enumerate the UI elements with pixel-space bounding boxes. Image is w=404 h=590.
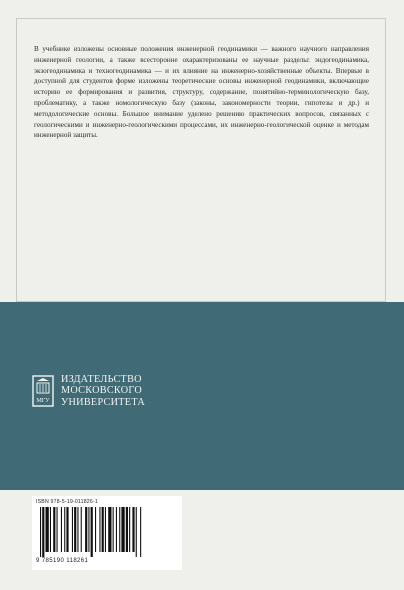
publisher-name xyxy=(61,374,145,408)
barcode-icon xyxy=(38,507,176,557)
logo-letters: МГУ xyxy=(36,398,50,404)
annotation-text: В учебнике изложены основные положения инженерной геодинамики — важного научного направления инженерной геологии, а также всесторонне охарактеризованы ее научные разделы: эндогеодинамика, экзогеодинамика и техногеодинамика — и их влияние на инженерно-хозяйственные объекты. Впервые в доступной для студентов форме изложены теоретические основы инженерной геодинамики, включающие историю ее формирования и развития, структуру, содержание, понятийно-терминологическую базу, проблематику, а также номологическую базу (законы, закономерности теории, гипотезы и др.) и методологические основы. Большое внимание уделено решению практических вопросов, связанных с геологическими и инженерно-геологическими процессами, их инженерно-геологической оценке и методам инженерной защиты. xyxy=(34,45,369,140)
publisher-block xyxy=(32,374,145,408)
barcode-digits: 9 785190 118261 xyxy=(36,558,89,564)
isbn-barcode-block xyxy=(32,496,182,570)
isbn-label: ISBN 978-5-19-011826-1 xyxy=(36,499,98,505)
msu-logo-icon xyxy=(32,375,54,407)
publisher-line-1: ИЗДАТЕЛЬСТВО xyxy=(61,374,142,386)
publisher-line-3: УНИВЕРСИТЕТА xyxy=(61,396,146,408)
publisher-line-2: МОСКОВСКОГО xyxy=(61,385,143,397)
